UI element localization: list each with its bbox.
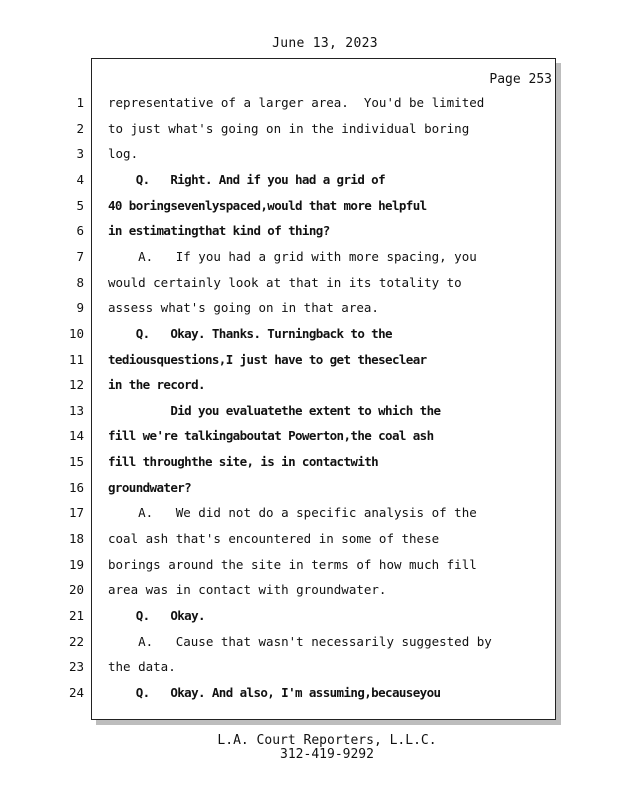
question-line-text: Did you evaluatethe extent to which the bbox=[108, 402, 441, 418]
footer-company: L.A. Court Reporters, L.L.C. bbox=[217, 733, 437, 748]
line-number: 9 bbox=[76, 300, 84, 316]
transcript-date: June 13, 2023 bbox=[272, 36, 378, 51]
line-number: 11 bbox=[68, 351, 84, 367]
line-number: 16 bbox=[68, 479, 84, 495]
line-number: 17 bbox=[68, 505, 84, 521]
question-line-text: Q. Okay. Thanks. Turningback to the bbox=[108, 325, 392, 341]
line-number: 19 bbox=[68, 556, 84, 572]
question-line-text: groundwater? bbox=[108, 479, 192, 495]
line-number: 21 bbox=[68, 608, 84, 623]
page-number: Page 253 bbox=[489, 72, 552, 87]
answer-line-text: A. We did not do a specific analysis of the bbox=[108, 505, 477, 521]
answer-line-text: to just what's going on in the individual boring bbox=[108, 120, 470, 136]
line-number: 24 bbox=[68, 684, 84, 700]
line-number: 7 bbox=[76, 248, 84, 264]
answer-line-text: borings around the site in terms of how much fill bbox=[108, 556, 477, 572]
line-number: 2 bbox=[76, 120, 84, 136]
question-line-text: fill we're talkingaboutat Powerton,the coal ash bbox=[108, 428, 434, 444]
question-line-text: Q. Okay. bbox=[108, 608, 205, 623]
line-number: 20 bbox=[68, 582, 84, 598]
question-line-text: Q. Right. And if you had a grid of bbox=[108, 171, 386, 187]
line-number: 6 bbox=[76, 223, 84, 239]
question-line-text: in the record. bbox=[108, 377, 205, 393]
line-number: 14 bbox=[68, 428, 84, 444]
answer-line-text: representative of a larger area. You'd be limited bbox=[108, 95, 485, 110]
answer-line-text: assess what's going on in that area. bbox=[108, 300, 379, 316]
answer-line-text: A. If you had a grid with more spacing, you bbox=[108, 248, 477, 264]
question-line-text: 40 boringsevenlyspaced,would that more helpful bbox=[108, 197, 427, 213]
line-number: 13 bbox=[68, 402, 84, 418]
line-number: 10 bbox=[68, 325, 84, 341]
question-line-text: tediousquestions,I just have to get theseclear bbox=[108, 351, 427, 367]
line-number: 5 bbox=[76, 197, 84, 213]
answer-line-text: A. Cause that wasn't necessarily suggested by bbox=[108, 633, 492, 649]
line-number: 15 bbox=[68, 454, 84, 470]
answer-line-text: coal ash that's encountered in some of these bbox=[108, 531, 440, 546]
answer-line-text: the data. bbox=[108, 659, 176, 675]
answer-line-text: area was in contact with groundwater. bbox=[108, 582, 387, 598]
question-line-text: fill throughthe site, is in contactwith bbox=[108, 454, 379, 470]
question-line-text: in estimatingthat kind of thing? bbox=[108, 223, 330, 239]
line-number: 23 bbox=[68, 659, 84, 675]
line-number: 18 bbox=[68, 531, 84, 546]
answer-line-text: would certainly look at that in its totality to bbox=[108, 274, 462, 290]
footer-phone: 312-419-9292 bbox=[280, 747, 374, 762]
line-number: 4 bbox=[76, 171, 84, 187]
question-line-text: Q. Okay. And also, I'm assuming,becauseyou bbox=[108, 684, 441, 700]
line-number: 12 bbox=[68, 377, 84, 393]
line-number: 22 bbox=[68, 633, 84, 649]
line-number: 8 bbox=[76, 274, 84, 290]
answer-line-text: log. bbox=[108, 146, 139, 162]
line-number: 3 bbox=[76, 146, 84, 162]
line-number: 1 bbox=[76, 95, 84, 110]
